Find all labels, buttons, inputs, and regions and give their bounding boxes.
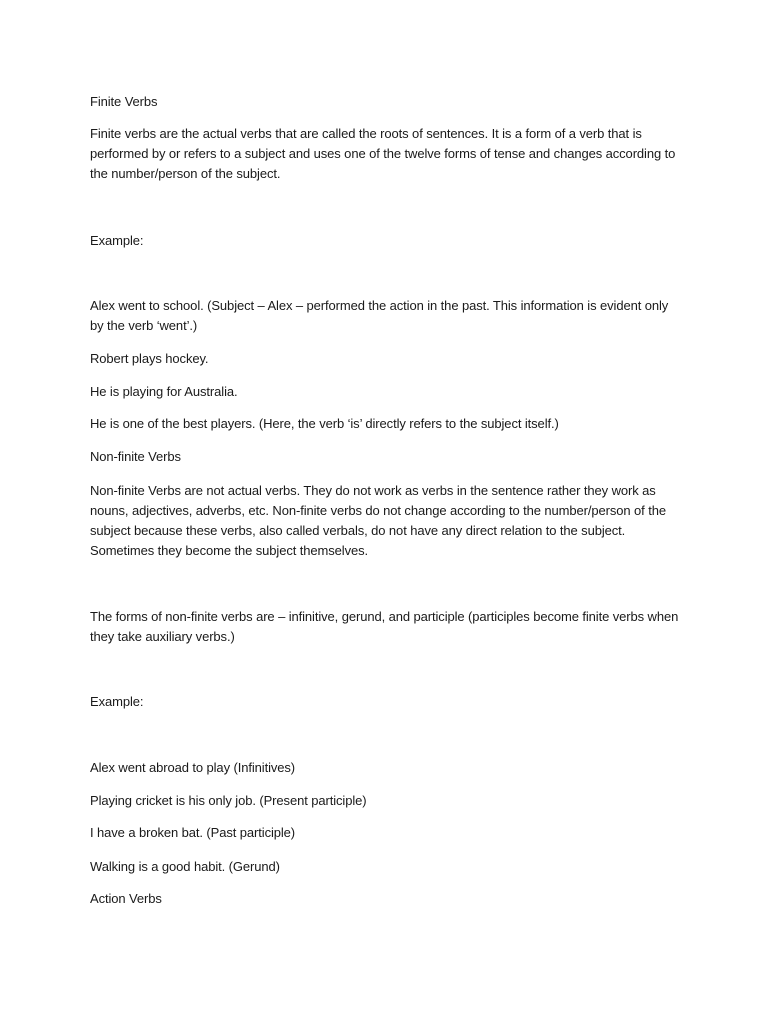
label-example-1: Example: bbox=[90, 233, 144, 248]
heading-non-finite-verbs: Non-finite Verbs bbox=[90, 449, 181, 464]
example-gerund: Walking is a good habit. (Gerund) bbox=[90, 859, 280, 874]
example-alex-school: Alex went to school. (Subject – Alex – performed the action in the past. This information is evident only by the verb ‘went’.) bbox=[90, 298, 669, 333]
example-best-players: He is one of the best players. (Here, the verb ‘is’ directly refers to the subject itself.) bbox=[90, 416, 559, 431]
paragraph-non-finite-forms: The forms of non-finite verbs are – infinitive, gerund, and participle (participles become finite verbs when they take auxiliary verbs.) bbox=[90, 609, 679, 644]
example-infinitives: Alex went abroad to play (Infinitives) bbox=[90, 760, 296, 775]
example-robert-hockey: Robert plays hockey. bbox=[90, 351, 209, 366]
label-example-2: Example: bbox=[90, 694, 144, 709]
example-present-participle: Playing cricket is his only job. (Present participle) bbox=[90, 793, 367, 808]
heading-finite-verbs: Finite Verbs bbox=[90, 94, 158, 109]
heading-action-verbs: Action Verbs bbox=[90, 891, 162, 906]
example-past-participle: I have a broken bat. (Past participle) bbox=[90, 825, 296, 840]
paragraph-finite-definition: Finite verbs are the actual verbs that are called the roots of sentences. It is a form of a verb that is performed by or refers to a subject and uses one of the twelve forms of tense and changes according to the number/person of the subject. bbox=[90, 126, 676, 181]
paragraph-non-finite-definition: Non-finite Verbs are not actual verbs. They do not work as verbs in the sentence rather they work as nouns, adjectives, adverbs, etc. Non-finite verbs do not change according to the number/person of the subject because these verbs, also called verbals, do not have any direct relation to the subject. Sometimes they become the subject themselves. bbox=[90, 483, 666, 558]
example-australia: He is playing for Australia. bbox=[90, 384, 238, 399]
